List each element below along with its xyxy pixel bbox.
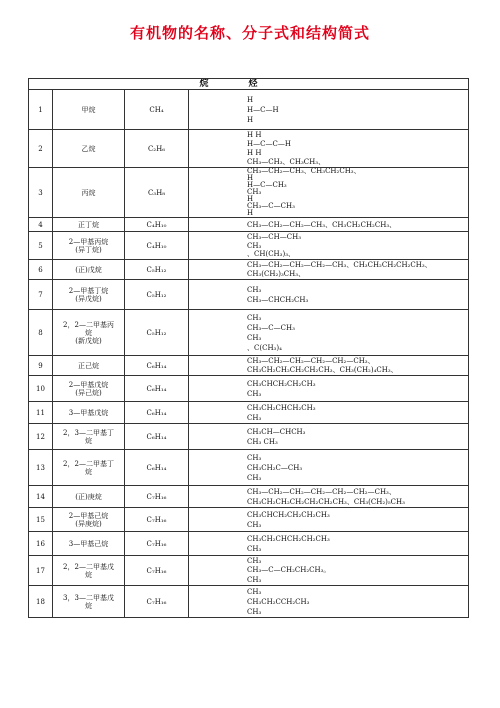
structure-line: H [247,115,254,124]
table-row [29,402,469,424]
row-number: 14 [29,486,53,508]
structural-formula [189,90,469,130]
compound-name-line: 丙烷 [81,188,96,197]
compound-name [53,450,125,486]
structure-line: H—C—H [247,105,279,114]
row-number: 8 [29,310,53,356]
structure-line: CH₃CH₂CCH₂CH₃ [247,597,310,606]
table-header-row [29,79,469,90]
structure-line: CH₃—CH₂—CH₂—CH₂—CH₃、CH₃CH₂CH₂CH₂CH₃、 [247,260,432,269]
molecular-formula: C₇H₁₆ [125,508,189,532]
table-row [29,450,469,486]
structural-formula [189,218,469,232]
molecular-formula: C₆H₁₄ [125,450,189,486]
structure-line: CH₃—C—CH₂CH₂CH₃。 [247,566,331,575]
compound-name-line: 烷 [85,436,92,445]
structure-line: H—C—CH₃ [247,181,287,190]
molecular-formula: C₆H₁₄ [125,402,189,424]
row-number: 9 [29,356,53,376]
compound-name [53,260,125,280]
structural-formula [189,532,469,556]
compound-name-line: 甲烷 [81,105,96,114]
structure-line: CH₃CH₂CHCH₂CH₃ [247,403,316,412]
compound-name-line: 烷 [85,328,92,337]
structure-line: CH₃ [247,520,262,529]
row-number: 3 [29,168,53,218]
compound-name [53,280,125,310]
structure-line: CH₃CH—CHCH₃ [247,427,306,436]
compound-name-line: 3—甲基戊烷 [68,408,109,417]
structure-line: CH₃—C—CH₃ [247,202,295,211]
table-row [29,130,469,168]
structure-line: CH₃—CH₃、CH₃CH₃、 [247,157,326,166]
table-row [29,376,469,402]
row-number: 2 [29,130,53,168]
row-number: 7 [29,280,53,310]
compound-name [53,586,125,618]
compound-name-line: 2，2—二甲基戊 [63,562,114,571]
row-number: 12 [29,424,53,450]
compound-name [53,508,125,532]
row-number: 18 [29,586,53,618]
compound-name-line: 正丁烷 [78,220,99,229]
compound-name [53,532,125,556]
compound-name-line: 烷 [85,570,92,579]
compound-name [53,424,125,450]
structure-line: CH₃ [247,333,262,342]
structural-formula [189,232,469,260]
structure-line: H H [247,130,262,139]
molecular-formula: C₂H₆ [125,130,189,168]
structural-formula [189,586,469,618]
row-number: 4 [29,218,53,232]
compound-name [53,376,125,402]
table-row [29,280,469,310]
compound-name-line: (新戊烷) [75,336,102,345]
compound-name [53,218,125,232]
table-row [29,486,469,508]
compound-name [53,168,125,218]
compound-name-line: 2—甲基戊烷 [68,380,109,389]
molecular-formula: C₇H₁₆ [125,532,189,556]
compound-name-line: 2，2—二甲基丁 [63,459,114,468]
molecular-formula: C₄H₁₀ [125,232,189,260]
structure-line: CH₃ [247,575,262,584]
table-row [29,356,469,376]
structure-line: CH₃ [247,389,262,398]
structure-line: H [247,209,254,218]
structure-line: H [247,95,254,104]
structure-line: CH₃ [247,313,262,322]
table-row [29,218,469,232]
structure-line: CH₃ [247,587,262,596]
structure-line: CH₃—CHCH₂CH₃ [247,295,309,304]
molecular-formula: C₆H₁₄ [125,424,189,450]
compound-name-line: 2—甲基丁烷 [68,286,109,295]
table-row [29,586,469,618]
compound-name-line: (异丁烷) [75,245,102,254]
compound-name-line: 3—甲基己烷 [68,539,109,548]
structure-line: CH₃CHCH₂CH₂CH₂CH₃ [247,510,330,519]
structural-formula [189,356,469,376]
structure-line: CH₃—CH₂—CH₂—CH₂—CH₂—CH₂—CH₃、 [247,487,396,496]
compound-name-line: 乙烷 [81,144,96,153]
structure-line: CH₃CH₂C—CH₃ [247,463,303,472]
row-number: 17 [29,556,53,586]
molecular-formula: C₅H₁₂ [125,260,189,280]
compound-name-line: 2—甲基丙烷 [68,237,109,246]
structure-line: CH₃ [247,473,262,482]
compound-name-line: 2—甲基己烷 [68,511,109,520]
compound-name-line: 2，2—二甲基丙 [63,320,114,329]
structure-line: H H [247,148,262,157]
structure-line: CH₃CH₂CH₂CH₂CH₂CH₂CH₃、CH₃(CH₂)₅CH₃ [247,497,405,506]
structural-formula [189,130,469,168]
molecular-formula: C₃H₈ [125,168,189,218]
molecular-formula: C₇H₁₆ [125,486,189,508]
structure-line: CH₃ [247,453,262,462]
row-number: 1 [29,90,53,130]
compound-name-line: (正)庚烷 [75,492,102,501]
structural-formula [189,450,469,486]
compound-name [53,486,125,508]
structure-line: CH₃—C—CH₃ [247,323,295,332]
structure-line: CH₃ [247,607,262,616]
molecular-formula: C₆H₁₄ [125,356,189,376]
row-number: 13 [29,450,53,486]
structural-formula [189,424,469,450]
structural-formula [189,310,469,356]
structure-line: CH₃—CH₂—CH₂—CH₂—CH₂—CH₃、 [247,356,375,365]
compound-name [53,130,125,168]
molecular-formula: C₅H₁₂ [125,280,189,310]
row-number: 5 [29,232,53,260]
structure-line: CH₃—CH—CH₃ [247,232,301,241]
row-number: 16 [29,532,53,556]
structural-formula [189,260,469,280]
compound-name [53,556,125,586]
structure-line: H—C—C—H [247,139,291,148]
compound-name [53,356,125,376]
compound-name-line: 3，3—二甲基戊 [63,593,114,602]
structure-line: 、CH(CH₃)₃、 [247,250,295,259]
structural-formula [189,280,469,310]
table-header: 烷烃 [29,79,469,90]
page-title: 有机物的名称、分子式和结构简式 [129,24,370,42]
compound-name-line: 烷 [85,601,92,610]
structural-formula [189,402,469,424]
structure-line: CH₃ CH₃ [247,437,278,446]
compound-name-line: 正己烷 [78,361,99,370]
structure-line: CH₃CHCH₂CH₂CH₃ [247,379,316,388]
table-row [29,90,469,130]
structure-line: 、C(CH₃)₄ [247,343,282,352]
table-row [29,168,469,218]
structure-line: CH₃—CH₂—CH₃、CH₃CH₂CH₃、 [247,167,361,176]
compound-name [53,402,125,424]
molecular-formula: CH₄ [125,90,189,130]
compound-name-line: (异戊烷) [75,294,102,303]
structural-formula [189,168,469,218]
molecular-formula: C₆H₁₄ [125,376,189,402]
row-number: 11 [29,402,53,424]
compound-name-line: 烷 [85,467,92,476]
row-number: 15 [29,508,53,532]
alkane-table [28,78,469,618]
row-number: 6 [29,260,53,280]
table-row [29,424,469,450]
structure-line: CH₃CH₂CHCH₂CH₂CH₃ [247,534,330,543]
structure-line: CH₃ [247,556,262,565]
molecular-formula: C₇H₁₆ [125,556,189,586]
structure-line: CH₃ [247,285,262,294]
compound-name-line: (异己烷) [75,388,102,397]
structure-line: CH₃ [247,413,262,422]
structure-line: H [247,174,254,183]
structure-line: CH₃CH₂CH₂CH₂CH₂CH₃、CH₃(CH₂)₄CH₃、 [247,365,398,374]
compound-name-line: (正)戊烷 [75,265,102,274]
structural-formula [189,556,469,586]
structural-formula [189,508,469,532]
structure-line: CH₃ [247,241,262,250]
structural-formula [189,376,469,402]
structure-line: CH₃ [247,544,262,553]
table-row [29,232,469,260]
molecular-formula: C₄H₁₀ [125,218,189,232]
row-number: 10 [29,376,53,402]
compound-name-line: (异庚烷) [75,519,102,528]
compound-name [53,232,125,260]
structural-formula [189,486,469,508]
molecular-formula: C₇H₁₆ [125,586,189,618]
structure-line: CH₃ [247,188,262,197]
compound-name [53,310,125,356]
structure-line: CH₃(CH₂)₃CH₃、 [247,269,306,278]
molecular-formula: C₅H₁₂ [125,310,189,356]
table-row [29,508,469,532]
structure-line: H [247,195,254,204]
compound-name-line: 2，3—二甲基丁 [63,428,114,437]
table-row [29,310,469,356]
table-row [29,556,469,586]
table-row [29,260,469,280]
structure-line: CH₃—CH₂—CH₂—CH₃、CH₃CH₂CH₂CH₃、 [247,220,397,229]
compound-name [53,90,125,130]
table-row [29,532,469,556]
